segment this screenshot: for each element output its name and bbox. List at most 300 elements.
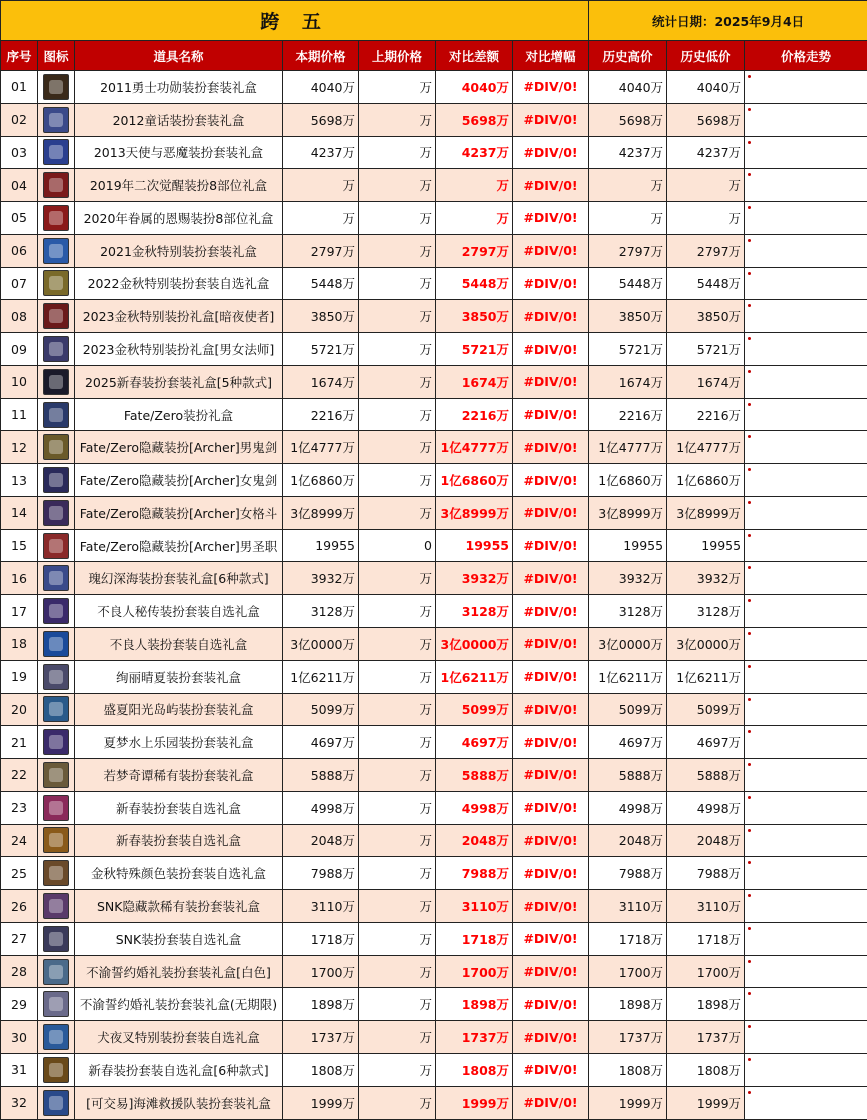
gift-box-icon bbox=[43, 795, 69, 821]
row-number: 14 bbox=[1, 496, 38, 529]
history-high: 4237万 bbox=[589, 136, 667, 169]
row-number: 25 bbox=[1, 857, 38, 890]
price-trend bbox=[745, 1086, 867, 1119]
history-low: 19955 bbox=[667, 529, 745, 562]
gift-box-icon bbox=[43, 270, 69, 296]
history-high: 3128万 bbox=[589, 595, 667, 628]
row-number: 26 bbox=[1, 890, 38, 923]
row-number: 06 bbox=[1, 234, 38, 267]
price-difference: 3850万 bbox=[436, 300, 513, 333]
price-trend bbox=[745, 169, 867, 202]
item-icon bbox=[38, 1021, 75, 1054]
table-row bbox=[1, 595, 867, 628]
table-row bbox=[1, 562, 867, 595]
history-low: 2797万 bbox=[667, 234, 745, 267]
previous-price: 万 bbox=[359, 1021, 436, 1054]
table-row bbox=[1, 693, 867, 726]
column-header: 上期价格 bbox=[359, 41, 436, 71]
price-difference: 5448万 bbox=[436, 267, 513, 300]
trend-marker bbox=[748, 960, 751, 963]
previous-price: 万 bbox=[359, 693, 436, 726]
item-icon bbox=[38, 562, 75, 595]
current-price: 2048万 bbox=[283, 824, 359, 857]
gift-box-icon bbox=[43, 467, 69, 493]
history-high: 3亿8999万 bbox=[589, 496, 667, 529]
trend-marker bbox=[748, 468, 751, 471]
item-name: Fate/Zero装扮礼盒 bbox=[75, 398, 283, 431]
item-icon bbox=[38, 955, 75, 988]
trend-marker bbox=[748, 763, 751, 766]
gift-box-icon bbox=[43, 926, 69, 952]
price-difference: 2797万 bbox=[436, 234, 513, 267]
item-name: 不渝誓约婚礼装扮套装礼盒[白色] bbox=[75, 955, 283, 988]
price-trend bbox=[745, 333, 867, 366]
gift-box-icon bbox=[43, 533, 69, 559]
table-row bbox=[1, 496, 867, 529]
history-low: 7988万 bbox=[667, 857, 745, 890]
price-difference: 万 bbox=[436, 202, 513, 235]
price-trend bbox=[745, 136, 867, 169]
row-number: 30 bbox=[1, 1021, 38, 1054]
previous-price: 万 bbox=[359, 365, 436, 398]
item-icon bbox=[38, 103, 75, 136]
history-high: 2797万 bbox=[589, 234, 667, 267]
price-change-pct: #DIV/0! bbox=[513, 103, 589, 136]
previous-price: 万 bbox=[359, 562, 436, 595]
item-name: 犬夜叉特别装扮套装自选礼盒 bbox=[75, 1021, 283, 1054]
history-low: 4237万 bbox=[667, 136, 745, 169]
previous-price: 万 bbox=[359, 1086, 436, 1119]
price-trend bbox=[745, 595, 867, 628]
table-row bbox=[1, 103, 867, 136]
previous-price: 万 bbox=[359, 234, 436, 267]
trend-marker bbox=[748, 173, 751, 176]
gift-box-icon bbox=[43, 74, 69, 100]
previous-price: 万 bbox=[359, 267, 436, 300]
price-trend bbox=[745, 857, 867, 890]
price-change-pct: #DIV/0! bbox=[513, 693, 589, 726]
trend-marker bbox=[748, 632, 751, 635]
current-price: 7988万 bbox=[283, 857, 359, 890]
item-name: 若梦奇谭稀有装扮套装礼盒 bbox=[75, 759, 283, 792]
previous-price: 万 bbox=[359, 759, 436, 792]
table-row bbox=[1, 136, 867, 169]
table-row bbox=[1, 759, 867, 792]
table-row bbox=[1, 202, 867, 235]
history-low: 1737万 bbox=[667, 1021, 745, 1054]
item-icon bbox=[38, 136, 75, 169]
previous-price: 万 bbox=[359, 628, 436, 661]
item-name: 不良人装扮套装自选礼盒 bbox=[75, 628, 283, 661]
price-change-pct: #DIV/0! bbox=[513, 234, 589, 267]
previous-price: 万 bbox=[359, 988, 436, 1021]
trend-marker bbox=[748, 665, 751, 668]
current-price: 5888万 bbox=[283, 759, 359, 792]
column-header: 图标 bbox=[38, 41, 75, 71]
history-low: 5888万 bbox=[667, 759, 745, 792]
page-title: 跨 五 bbox=[1, 1, 589, 41]
price-trend bbox=[745, 922, 867, 955]
price-difference: 3128万 bbox=[436, 595, 513, 628]
current-price: 5698万 bbox=[283, 103, 359, 136]
history-low: 4040万 bbox=[667, 71, 745, 104]
history-low: 1718万 bbox=[667, 922, 745, 955]
column-header: 道具名称 bbox=[75, 41, 283, 71]
gift-box-icon bbox=[43, 500, 69, 526]
trend-marker bbox=[748, 796, 751, 799]
table-row bbox=[1, 628, 867, 661]
price-trend bbox=[745, 791, 867, 824]
row-number: 18 bbox=[1, 628, 38, 661]
table-row bbox=[1, 300, 867, 333]
current-price: 3亿0000万 bbox=[283, 628, 359, 661]
row-number: 32 bbox=[1, 1086, 38, 1119]
item-icon bbox=[38, 202, 75, 235]
price-trend bbox=[745, 890, 867, 923]
price-trend bbox=[745, 726, 867, 759]
previous-price: 万 bbox=[359, 890, 436, 923]
table-row bbox=[1, 857, 867, 890]
price-difference: 1700万 bbox=[436, 955, 513, 988]
price-change-pct: #DIV/0! bbox=[513, 660, 589, 693]
item-icon bbox=[38, 693, 75, 726]
item-name: 新春装扮套装自选礼盒 bbox=[75, 791, 283, 824]
current-price: 1718万 bbox=[283, 922, 359, 955]
history-high: 1亿6860万 bbox=[589, 464, 667, 497]
item-icon bbox=[38, 234, 75, 267]
row-number: 15 bbox=[1, 529, 38, 562]
trend-marker bbox=[748, 141, 751, 144]
item-icon bbox=[38, 726, 75, 759]
previous-price: 万 bbox=[359, 431, 436, 464]
price-difference: 5698万 bbox=[436, 103, 513, 136]
price-difference: 5721万 bbox=[436, 333, 513, 366]
gift-box-icon bbox=[43, 696, 69, 722]
price-difference: 1亿6860万 bbox=[436, 464, 513, 497]
table-row bbox=[1, 890, 867, 923]
price-difference: 1999万 bbox=[436, 1086, 513, 1119]
table-row bbox=[1, 955, 867, 988]
history-low: 3128万 bbox=[667, 595, 745, 628]
price-difference: 5099万 bbox=[436, 693, 513, 726]
price-difference: 4237万 bbox=[436, 136, 513, 169]
item-icon bbox=[38, 1086, 75, 1119]
item-name: 2013天使与恶魔装扮套装礼盒 bbox=[75, 136, 283, 169]
item-icon bbox=[38, 1053, 75, 1086]
price-change-pct: #DIV/0! bbox=[513, 1086, 589, 1119]
item-icon bbox=[38, 169, 75, 202]
current-price: 1674万 bbox=[283, 365, 359, 398]
previous-price: 万 bbox=[359, 922, 436, 955]
trend-marker bbox=[748, 534, 751, 537]
row-number: 08 bbox=[1, 300, 38, 333]
price-change-pct: #DIV/0! bbox=[513, 628, 589, 661]
item-name: 2023金秋特别装扮礼盒[男女法师] bbox=[75, 333, 283, 366]
table-row bbox=[1, 267, 867, 300]
table-row bbox=[1, 922, 867, 955]
price-difference: 3亿0000万 bbox=[436, 628, 513, 661]
gift-box-icon bbox=[43, 402, 69, 428]
current-price: 3850万 bbox=[283, 300, 359, 333]
gift-box-icon bbox=[43, 434, 69, 460]
current-price: 5099万 bbox=[283, 693, 359, 726]
price-change-pct: #DIV/0! bbox=[513, 1053, 589, 1086]
history-high: 1亿4777万 bbox=[589, 431, 667, 464]
item-name: 不良人秘传装扮套装自选礼盒 bbox=[75, 595, 283, 628]
item-icon bbox=[38, 791, 75, 824]
row-number: 11 bbox=[1, 398, 38, 431]
price-change-pct: #DIV/0! bbox=[513, 136, 589, 169]
history-high: 1737万 bbox=[589, 1021, 667, 1054]
previous-price: 万 bbox=[359, 660, 436, 693]
previous-price: 万 bbox=[359, 496, 436, 529]
history-high: 万 bbox=[589, 202, 667, 235]
price-difference: 1674万 bbox=[436, 365, 513, 398]
gift-box-icon bbox=[43, 827, 69, 853]
current-price: 4237万 bbox=[283, 136, 359, 169]
history-low: 3亿0000万 bbox=[667, 628, 745, 661]
item-name: Fate/Zero隐藏装扮[Archer]男圣职 bbox=[75, 529, 283, 562]
current-price: 万 bbox=[283, 202, 359, 235]
history-low: 1674万 bbox=[667, 365, 745, 398]
item-name: 金秋特殊颜色装扮套装自选礼盒 bbox=[75, 857, 283, 890]
column-header: 序号 bbox=[1, 41, 38, 71]
current-price: 1737万 bbox=[283, 1021, 359, 1054]
gift-box-icon bbox=[43, 860, 69, 886]
gift-box-icon bbox=[43, 172, 69, 198]
gift-box-icon bbox=[43, 107, 69, 133]
price-difference: 1亿4777万 bbox=[436, 431, 513, 464]
price-difference: 3110万 bbox=[436, 890, 513, 923]
column-header: 对比增幅 bbox=[513, 41, 589, 71]
item-name: 2011勇士功勋装扮套装礼盒 bbox=[75, 71, 283, 104]
row-number: 02 bbox=[1, 103, 38, 136]
history-low: 5448万 bbox=[667, 267, 745, 300]
history-high: 2216万 bbox=[589, 398, 667, 431]
gift-box-icon bbox=[43, 1090, 69, 1116]
price-trend bbox=[745, 759, 867, 792]
price-difference: 4697万 bbox=[436, 726, 513, 759]
current-price: 1亿6211万 bbox=[283, 660, 359, 693]
item-name: Fate/Zero隐藏装扮[Archer]男鬼剑 bbox=[75, 431, 283, 464]
item-name: 2021金秋特别装扮套装礼盒 bbox=[75, 234, 283, 267]
price-trend bbox=[745, 234, 867, 267]
gift-box-icon bbox=[43, 598, 69, 624]
item-icon bbox=[38, 300, 75, 333]
price-trend bbox=[745, 267, 867, 300]
history-high: 4998万 bbox=[589, 791, 667, 824]
price-trend bbox=[745, 398, 867, 431]
item-name: SNK装扮套装自选礼盒 bbox=[75, 922, 283, 955]
price-trend bbox=[745, 988, 867, 1021]
trend-marker bbox=[748, 599, 751, 602]
history-low: 4998万 bbox=[667, 791, 745, 824]
gift-box-icon bbox=[43, 729, 69, 755]
gift-box-icon bbox=[43, 664, 69, 690]
previous-price: 万 bbox=[359, 202, 436, 235]
history-low: 3亿8999万 bbox=[667, 496, 745, 529]
history-high: 5698万 bbox=[589, 103, 667, 136]
current-price: 1700万 bbox=[283, 955, 359, 988]
current-price: 5721万 bbox=[283, 333, 359, 366]
previous-price: 万 bbox=[359, 103, 436, 136]
trend-marker bbox=[748, 992, 751, 995]
item-name: 2025新春装扮套装礼盒[5种款式] bbox=[75, 365, 283, 398]
item-name: SNK隐藏款稀有装扮套装礼盒 bbox=[75, 890, 283, 923]
trend-marker bbox=[748, 566, 751, 569]
gift-box-icon bbox=[43, 1024, 69, 1050]
column-header: 对比差额 bbox=[436, 41, 513, 71]
table-row bbox=[1, 660, 867, 693]
table-row bbox=[1, 1021, 867, 1054]
table-row bbox=[1, 169, 867, 202]
price-change-pct: #DIV/0! bbox=[513, 71, 589, 104]
gift-box-icon bbox=[43, 565, 69, 591]
trend-marker bbox=[748, 108, 751, 111]
table-row bbox=[1, 398, 867, 431]
trend-marker bbox=[748, 501, 751, 504]
price-change-pct: #DIV/0! bbox=[513, 726, 589, 759]
price-trend bbox=[745, 955, 867, 988]
price-change-pct: #DIV/0! bbox=[513, 759, 589, 792]
row-number: 01 bbox=[1, 71, 38, 104]
history-low: 3932万 bbox=[667, 562, 745, 595]
previous-price: 万 bbox=[359, 726, 436, 759]
price-trend bbox=[745, 562, 867, 595]
price-difference: 7988万 bbox=[436, 857, 513, 890]
item-name: 夏梦水上乐园装扮套装礼盒 bbox=[75, 726, 283, 759]
item-icon bbox=[38, 595, 75, 628]
current-price: 4998万 bbox=[283, 791, 359, 824]
previous-price: 万 bbox=[359, 300, 436, 333]
item-icon bbox=[38, 267, 75, 300]
price-trend bbox=[745, 464, 867, 497]
row-number: 20 bbox=[1, 693, 38, 726]
price-change-pct: #DIV/0! bbox=[513, 890, 589, 923]
row-number: 16 bbox=[1, 562, 38, 595]
item-icon bbox=[38, 988, 75, 1021]
price-difference: 5888万 bbox=[436, 759, 513, 792]
history-low: 3110万 bbox=[667, 890, 745, 923]
history-high: 1亿6211万 bbox=[589, 660, 667, 693]
item-icon bbox=[38, 398, 75, 431]
row-number: 13 bbox=[1, 464, 38, 497]
price-change-pct: #DIV/0! bbox=[513, 431, 589, 464]
item-icon bbox=[38, 496, 75, 529]
current-price: 1898万 bbox=[283, 988, 359, 1021]
history-high: 3亿0000万 bbox=[589, 628, 667, 661]
item-icon bbox=[38, 333, 75, 366]
price-change-pct: #DIV/0! bbox=[513, 1021, 589, 1054]
price-difference: 万 bbox=[436, 169, 513, 202]
column-header: 历史低价 bbox=[667, 41, 745, 71]
price-difference: 4998万 bbox=[436, 791, 513, 824]
history-low: 2216万 bbox=[667, 398, 745, 431]
history-low: 1亿4777万 bbox=[667, 431, 745, 464]
item-name: 2020年眷属的恩赐装扮8部位礼盒 bbox=[75, 202, 283, 235]
gift-box-icon bbox=[43, 205, 69, 231]
current-price: 1808万 bbox=[283, 1053, 359, 1086]
price-change-pct: #DIV/0! bbox=[513, 398, 589, 431]
item-icon bbox=[38, 922, 75, 955]
price-difference: 3932万 bbox=[436, 562, 513, 595]
item-name: 不渝誓约婚礼装扮套装礼盒(无期限) bbox=[75, 988, 283, 1021]
column-header: 历史高价 bbox=[589, 41, 667, 71]
row-number: 29 bbox=[1, 988, 38, 1021]
history-high: 19955 bbox=[589, 529, 667, 562]
previous-price: 万 bbox=[359, 824, 436, 857]
previous-price: 万 bbox=[359, 955, 436, 988]
item-icon bbox=[38, 628, 75, 661]
previous-price: 0 bbox=[359, 529, 436, 562]
price-trend bbox=[745, 824, 867, 857]
item-name: 新春装扮套装自选礼盒[6种款式] bbox=[75, 1053, 283, 1086]
previous-price: 万 bbox=[359, 71, 436, 104]
row-number: 05 bbox=[1, 202, 38, 235]
price-difference: 3亿8999万 bbox=[436, 496, 513, 529]
current-price: 3932万 bbox=[283, 562, 359, 595]
column-header: 价格走势 bbox=[745, 41, 867, 71]
current-price: 2216万 bbox=[283, 398, 359, 431]
row-number: 12 bbox=[1, 431, 38, 464]
gift-box-icon bbox=[43, 1057, 69, 1083]
previous-price: 万 bbox=[359, 333, 436, 366]
current-price: 1999万 bbox=[283, 1086, 359, 1119]
trend-marker bbox=[748, 730, 751, 733]
current-price: 1亿4777万 bbox=[283, 431, 359, 464]
price-change-pct: #DIV/0! bbox=[513, 496, 589, 529]
price-change-pct: #DIV/0! bbox=[513, 595, 589, 628]
history-low: 1808万 bbox=[667, 1053, 745, 1086]
item-icon bbox=[38, 660, 75, 693]
current-price: 5448万 bbox=[283, 267, 359, 300]
previous-price: 万 bbox=[359, 398, 436, 431]
current-price: 2797万 bbox=[283, 234, 359, 267]
trend-marker bbox=[748, 1091, 751, 1094]
item-name: 绚丽晴夏装扮套装礼盒 bbox=[75, 660, 283, 693]
table-row bbox=[1, 791, 867, 824]
price-change-pct: #DIV/0! bbox=[513, 169, 589, 202]
item-name: 瑰幻深海装扮套装礼盒[6种款式] bbox=[75, 562, 283, 595]
history-low: 1898万 bbox=[667, 988, 745, 1021]
current-price: 万 bbox=[283, 169, 359, 202]
previous-price: 万 bbox=[359, 169, 436, 202]
row-number: 17 bbox=[1, 595, 38, 628]
price-trend bbox=[745, 1021, 867, 1054]
item-icon bbox=[38, 857, 75, 890]
row-number: 21 bbox=[1, 726, 38, 759]
table-row bbox=[1, 529, 867, 562]
history-high: 7988万 bbox=[589, 857, 667, 890]
price-trend bbox=[745, 660, 867, 693]
row-number: 24 bbox=[1, 824, 38, 857]
history-low: 5721万 bbox=[667, 333, 745, 366]
price-change-pct: #DIV/0! bbox=[513, 791, 589, 824]
trend-marker bbox=[748, 304, 751, 307]
history-high: 1718万 bbox=[589, 922, 667, 955]
history-high: 3850万 bbox=[589, 300, 667, 333]
row-number: 22 bbox=[1, 759, 38, 792]
price-change-pct: #DIV/0! bbox=[513, 464, 589, 497]
item-icon bbox=[38, 71, 75, 104]
trend-marker bbox=[748, 1025, 751, 1028]
trend-marker bbox=[748, 829, 751, 832]
history-low: 5099万 bbox=[667, 693, 745, 726]
history-low: 4697万 bbox=[667, 726, 745, 759]
table-row bbox=[1, 234, 867, 267]
history-high: 1898万 bbox=[589, 988, 667, 1021]
trend-marker bbox=[748, 272, 751, 275]
